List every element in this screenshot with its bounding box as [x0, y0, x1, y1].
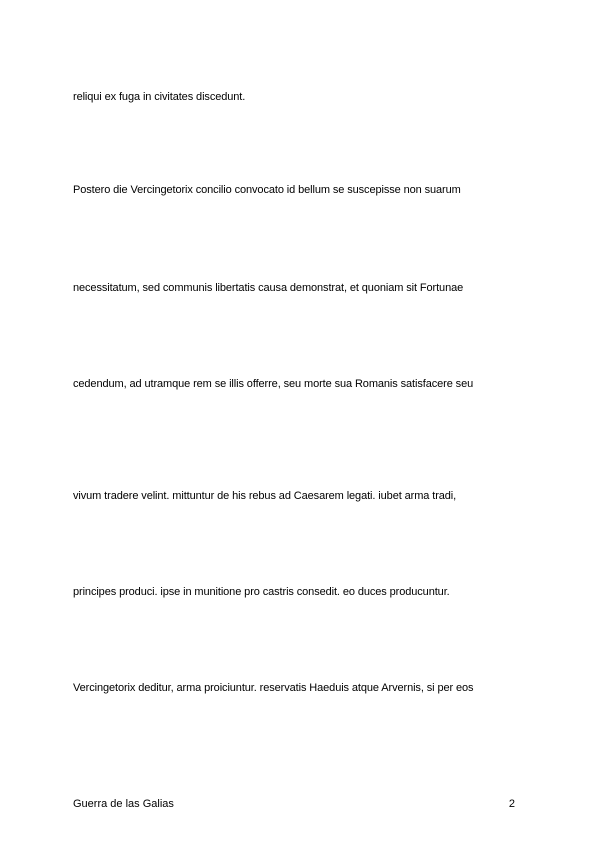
text-line-2: Postero die Vercingetorix concilio convocato id bellum se suscepisse non suarum — [73, 184, 461, 196]
text-line-3: necessitatum, sed communis libertatis causa demonstrat, et quoniam sit Fortunae — [73, 282, 464, 294]
text-line-7: Vercingetorix deditur, arma proiciuntur. reservatis Haeduis atque Arvernis, si per eos — [73, 682, 474, 694]
page-number: 2 — [508, 798, 515, 810]
footer-title: Guerra de las Galias — [73, 798, 174, 810]
text-line-6: principes produci. ipse in munitione pro castris consedit. eo duces producuntur. — [73, 586, 450, 598]
text-line-4: cedendum, ad utramque rem se illis offerre, seu morte sua Romanis satisfacere seu — [73, 378, 474, 390]
text-line-5: vivum tradere velint. mittuntur de his rebus ad Caesarem legati. iubet arma tradi, — [73, 490, 457, 502]
text-line-1: reliqui ex fuga in civitates discedunt. — [73, 91, 246, 103]
